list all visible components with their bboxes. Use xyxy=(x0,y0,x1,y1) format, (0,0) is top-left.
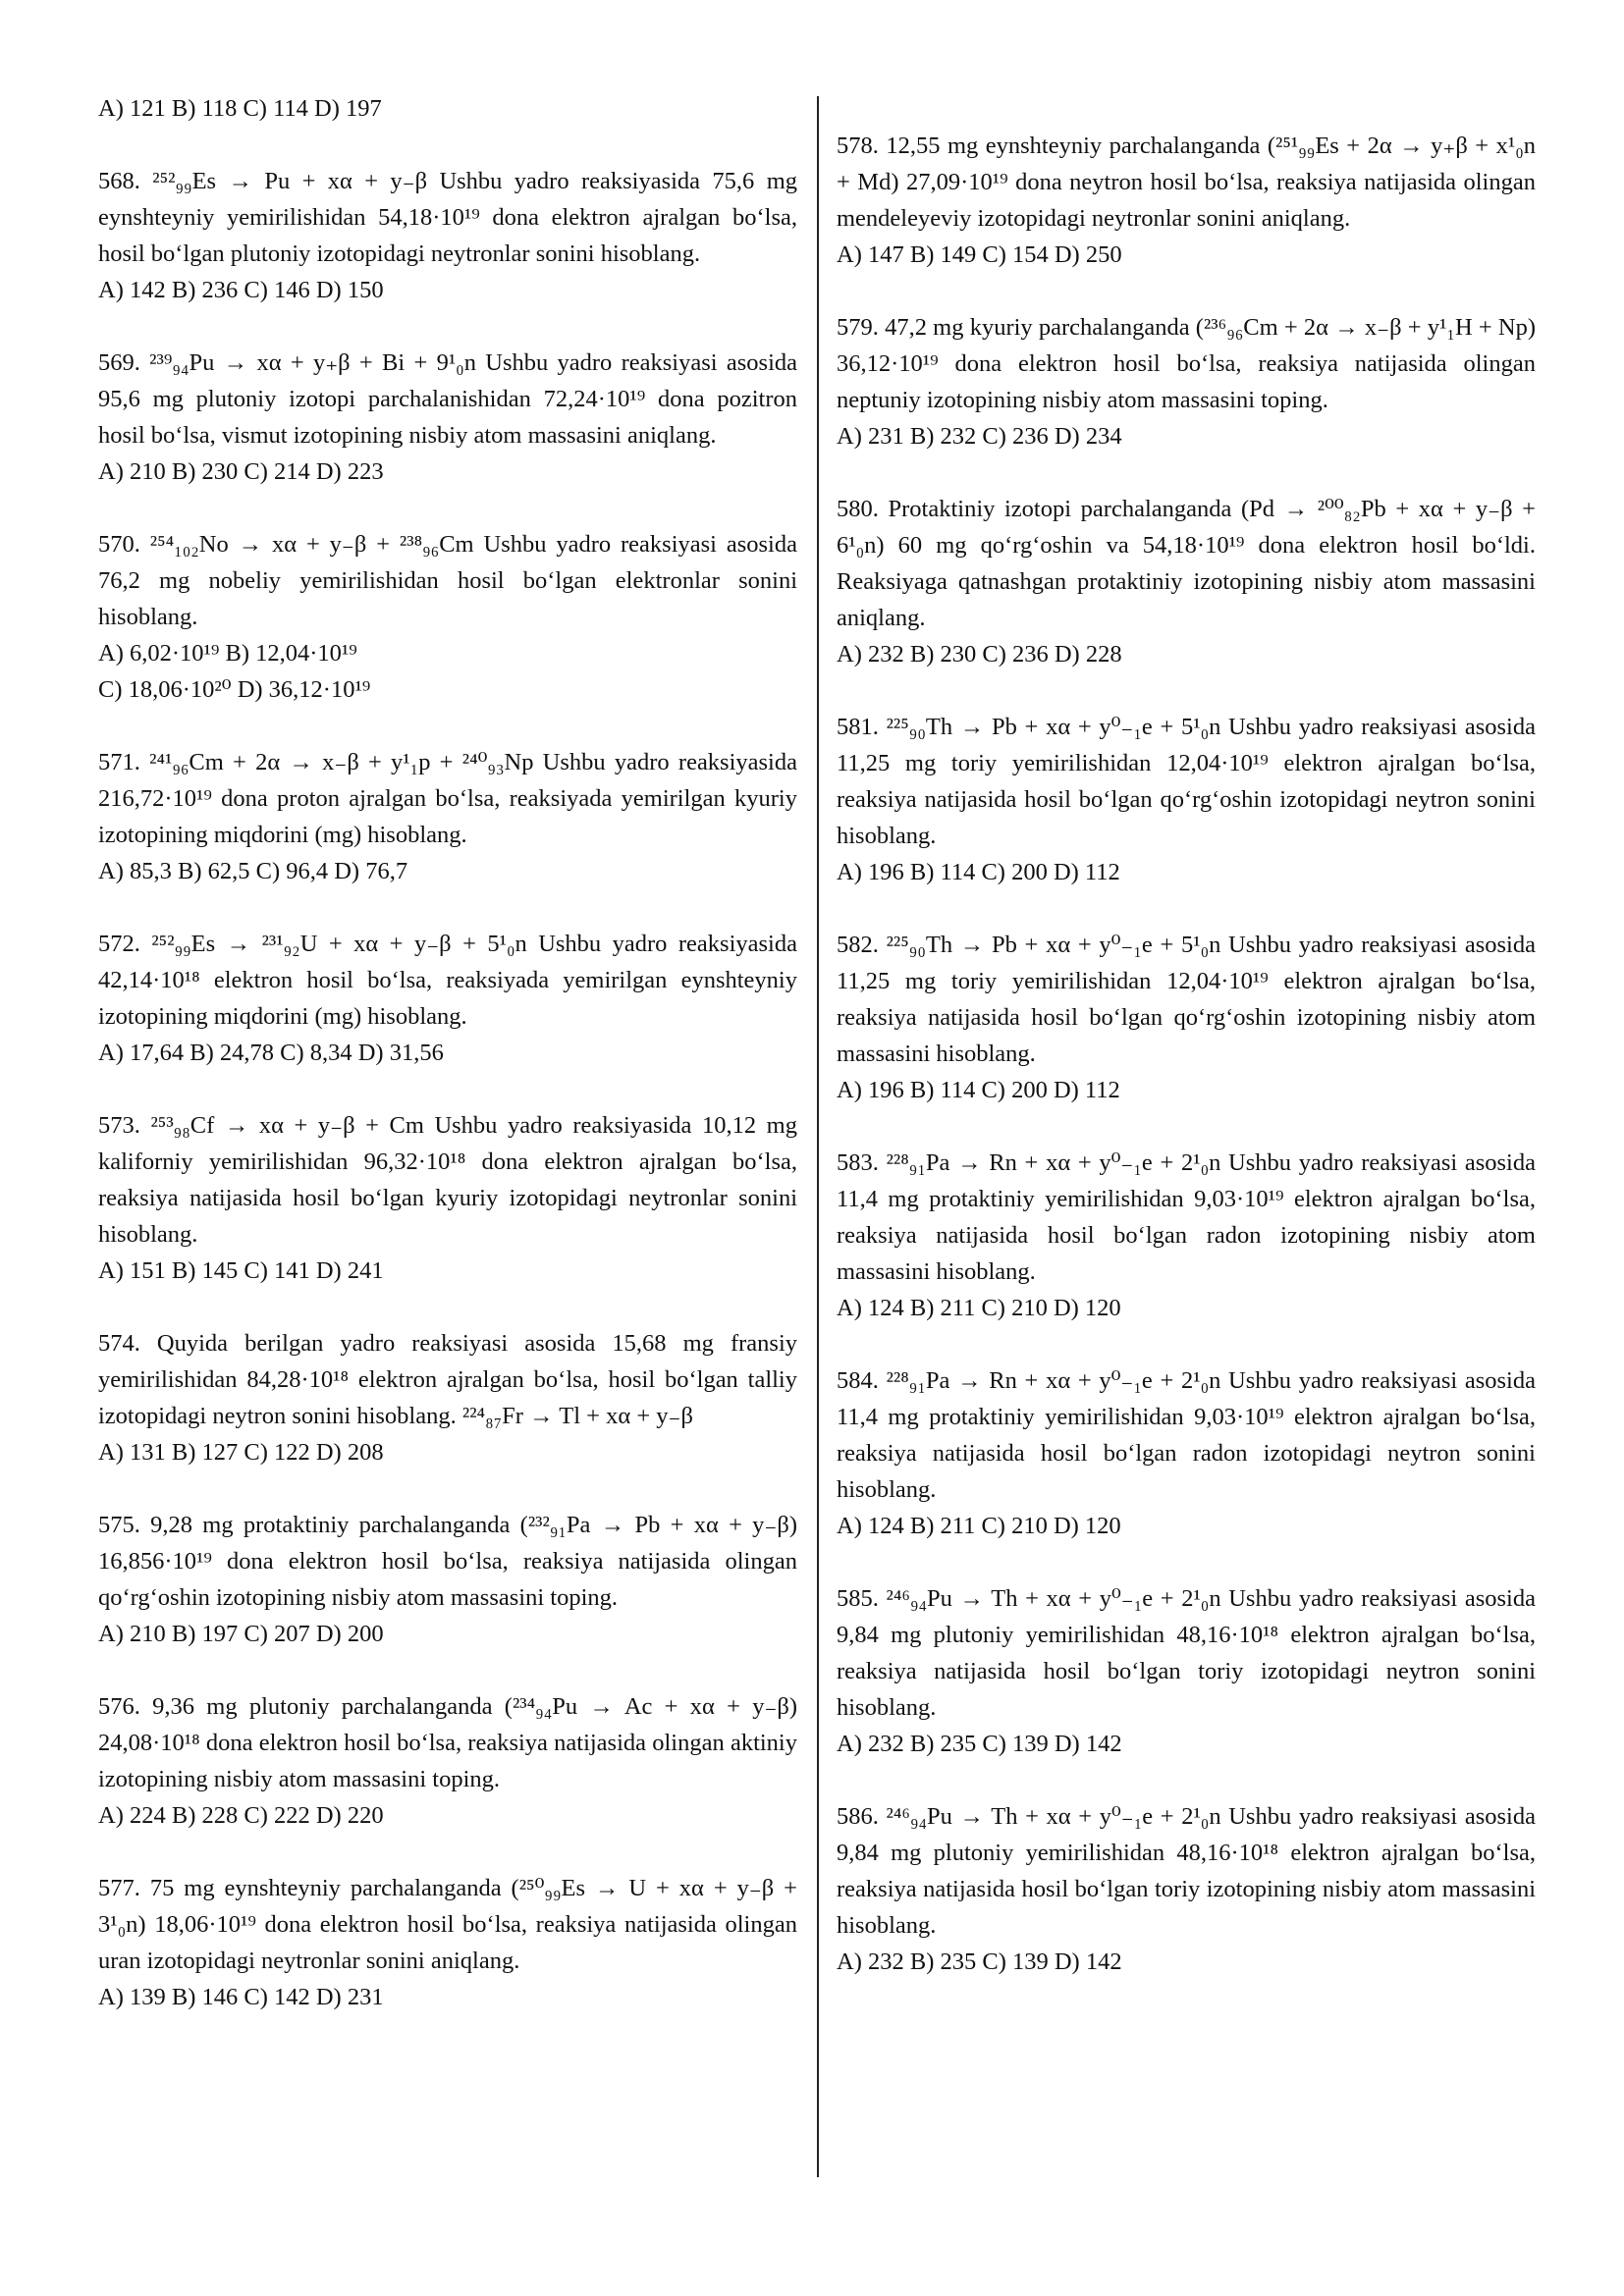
answer-options: A) 231 B) 232 C) 236 D) 234 xyxy=(837,423,1122,450)
answer-options: A) 131 B) 127 C) 122 D) 208 xyxy=(98,1439,384,1466)
answer-options: A) 224 B) 228 C) 222 D) 220 xyxy=(98,1802,384,1829)
question-item xyxy=(98,926,797,1071)
answer-options: C) 18,06·10²⁰ D) 36,12·10¹⁹ xyxy=(98,676,371,703)
question-item xyxy=(837,1798,1536,1980)
question-item xyxy=(98,1688,797,1834)
answer-options: A) 124 B) 211 C) 210 D) 120 xyxy=(837,1295,1121,1321)
answer-options: A) 142 B) 236 C) 146 D) 150 xyxy=(98,277,384,303)
right-question-list xyxy=(837,128,1536,1980)
question-item xyxy=(837,491,1536,672)
question-text: 577. 75 mg eynshteyniy parchalanganda (²⁵⁰₉₉Es → U + xα + y₋β + 3¹₀n) 18,06·10¹⁹ dona elektron hosil bo‘lsa, reaksiya natijasida olingan uran izotopidagi neytronlar sonini aniqlang. xyxy=(98,1875,797,1974)
answer-options: A) 196 B) 114 C) 200 D) 112 xyxy=(837,859,1120,885)
left-column xyxy=(98,90,797,2052)
answer-options: A) 139 B) 146 C) 142 D) 231 xyxy=(98,1984,384,2010)
question-item xyxy=(837,1580,1536,1762)
answer-options: A) 232 B) 235 C) 139 D) 142 xyxy=(837,1949,1122,1975)
question-item xyxy=(98,526,797,708)
question-text: 578. 12,55 mg eynshteyniy parchalanganda (²⁵¹₉₉Es + 2α → y₊β + x¹₀n + Md) 27,09·10¹⁹ dona neytron hosil bo‘lsa, reaksiya natijasida olingan mendeleyeviy izotopidagi neytronlar sonini aniqlang. xyxy=(837,133,1536,232)
question-text: 586. ²⁴⁶₉₄Pu → Th + xα + y⁰₋₁e + 2¹₀n Ushbu yadro reaksiyasi asosida 9,84 mg plutoniy yemirilishidan 48,16·10¹⁸ elektron ajralgan bo‘lsa, reaksiya natijasida hosil bo‘lgan toriy izotopining nisbiy atom massasini hisoblang. xyxy=(837,1803,1536,1939)
answer-options: A) 210 B) 230 C) 214 D) 223 xyxy=(98,458,384,485)
question-text: 584. ²²⁸₉₁Pa → Rn + xα + y⁰₋₁e + 2¹₀n Ushbu yadro reaksiyasi asosida 11,4 mg protaktiniy yemirilishidan 9,03·10¹⁹ elektron ajralgan bo‘lsa, reaksiya natijasida hosil bo‘lgan radon izotopidagi neytron sonini hisoblang. xyxy=(837,1367,1536,1503)
question-item xyxy=(98,1107,797,1289)
question-text: 573. ²⁵³₉₈Cf → xα + y₋β + Cm Ushbu yadro reaksiyasida 10,12 mg kaliforniy yemirilishidan 96,32·10¹⁸ dona elektron ajralgan bo‘lsa, reaksiya natijasida hosil bo‘lgan kyuriy izotopidagi neytronlar sonini hisoblang. xyxy=(98,1112,797,1248)
answer-options: A) 124 B) 211 C) 210 D) 120 xyxy=(837,1513,1121,1539)
answer-options: A) 232 B) 235 C) 139 D) 142 xyxy=(837,1731,1122,1757)
question-item xyxy=(837,309,1536,454)
question-item xyxy=(98,744,797,889)
question-text: 575. 9,28 mg protaktiniy parchalanganda (²³²₉₁Pa → Pb + xα + y₋β) 16,856·10¹⁹ dona elektron hosil bo‘lsa, reaksiya natijasida olingan qo‘rg‘oshin izotopining nisbiy atom massasini toping. xyxy=(98,1512,797,1611)
answer-options: A) 85,3 B) 62,5 C) 96,4 D) 76,7 xyxy=(98,858,408,884)
question-item xyxy=(837,709,1536,890)
question-text: 583. ²²⁸₉₁Pa → Rn + xα + y⁰₋₁e + 2¹₀n Ushbu yadro reaksiyasi asosida 11,4 mg protaktiniy yemirilishidan 9,03·10¹⁹ elektron ajralgan bo‘lsa, reaksiya natijasida hosil bo‘lgan radon izotopining nisbiy atom massasini hisoblang. xyxy=(837,1149,1536,1285)
question-text: 574. Quyida berilgan yadro reaksiyasi asosida 15,68 mg fransiy yemirilishidan 84,28·10¹⁸ elektron ajralgan bo‘lsa, hosil bo‘lgan talliy izotopidagi neytron sonini hisoblang. ²²⁴₈₇Fr → Tl + xα + y₋β xyxy=(98,1330,797,1429)
column-divider xyxy=(817,96,819,2177)
question-item xyxy=(837,128,1536,273)
right-column xyxy=(837,128,1536,2016)
answer-options: A) 210 B) 197 C) 207 D) 200 xyxy=(98,1621,384,1647)
question-text: 571. ²⁴¹₉₆Cm + 2α → x₋β + y¹₁p + ²⁴⁰₉₃Np Ushbu yadro reaksiyasida 216,72·10¹⁹ dona proton ajralgan bo‘lsa, reaksiyada yemirilgan kyuriy izotopining miqdorini (mg) hisoblang. xyxy=(98,749,797,848)
previous-question-answers: A) 121 B) 118 C) 114 D) 197 xyxy=(98,95,382,122)
question-text: 582. ²²⁵₉₀Th → Pb + xα + y⁰₋₁e + 5¹₀n Ushbu yadro reaksiyasi asosida 11,25 mg toriy yemirilishidan 12,04·10¹⁹ elektron ajralgan bo‘lsa, reaksiya natijasida hosil bo‘lgan qo‘rg‘oshin izotopining nisbiy atom massasini hisoblang. xyxy=(837,932,1536,1067)
answer-options: A) 147 B) 149 C) 154 D) 250 xyxy=(837,241,1122,268)
question-item xyxy=(837,1362,1536,1544)
question-item xyxy=(837,1145,1536,1326)
left-question-list xyxy=(98,163,797,2015)
question-text: 570. ²⁵⁴₁₀₂No → xα + y₋β + ²³⁸₉₆Cm Ushbu yadro reaksiyasi asosida 76,2 mg nobeliy yemirilishidan hosil bo‘lgan elektronlar sonini hisoblang. xyxy=(98,531,797,630)
question-item xyxy=(98,1870,797,2015)
question-item xyxy=(98,345,797,490)
answer-options: A) 6,02·10¹⁹ B) 12,04·10¹⁹ xyxy=(98,640,357,667)
question-text: 576. 9,36 mg plutoniy parchalanganda (²³⁴₉₄Pu → Ac + xα + y₋β) 24,08·10¹⁸ dona elektron hosil bo‘lsa, reaksiya natijasida olingan aktiniy izotopining nisbiy atom massasini toping. xyxy=(98,1693,797,1792)
answer-options: A) 17,64 B) 24,78 C) 8,34 D) 31,56 xyxy=(98,1040,444,1066)
question-text: 580. Protaktiniy izotopi parchalanganda (Pd → ²⁰⁰₈₂Pb + xα + y₋β + 6¹₀n) 60 mg qo‘rg‘oshin va 54,18·10¹⁹ dona elektron hosil bo‘ldi. Reaksiyaga qatnashgan protaktiniy izotopining nisbiy atom massasini aniqlang. xyxy=(837,496,1536,631)
question-text: 579. 47,2 mg kyuriy parchalanganda (²³⁶₉₆Cm + 2α → x₋β + y¹₁H + Np) 36,12·10¹⁹ dona elektron hosil bo‘lsa, reaksiya natijasida olingan neptuniy izotopining nisbiy atom massasini toping. xyxy=(837,314,1536,413)
question-text: 585. ²⁴⁶₉₄Pu → Th + xα + y⁰₋₁e + 2¹₀n Ushbu yadro reaksiyasi asosida 9,84 mg plutoniy yemirilishidan 48,16·10¹⁸ elektron ajralgan bo‘lsa, reaksiya natijasida hosil bo‘lgan toriy izotopidagi neytron sonini hisoblang. xyxy=(837,1585,1536,1721)
answer-options: A) 232 B) 230 C) 236 D) 228 xyxy=(837,641,1122,667)
question-item xyxy=(98,163,797,308)
question-text: 569. ²³⁹₉₄Pu → xα + y₊β + Bi + 9¹₀n Ushbu yadro reaksiyasi asosida 95,6 mg plutoniy izotopi parchalanishidan 72,24·10¹⁹ dona pozitron hosil bo‘lsa, vismut izotopining nisbiy atom massasini aniqlang. xyxy=(98,349,797,449)
question-text: 581. ²²⁵₉₀Th → Pb + xα + y⁰₋₁e + 5¹₀n Ushbu yadro reaksiyasi asosida 11,25 mg toriy yemirilishidan 12,04·10¹⁹ elektron ajralgan bo‘lsa, reaksiya natijasida hosil bo‘lgan qo‘rg‘oshin izotopidagi neytron sonini hisoblang. xyxy=(837,714,1536,849)
question-item xyxy=(98,1507,797,1652)
answer-options: A) 196 B) 114 C) 200 D) 112 xyxy=(837,1077,1120,1103)
question-text: 572. ²⁵²₉₉Es → ²³¹₉₂U + xα + y₋β + 5¹₀n Ushbu yadro reaksiyasida 42,14·10¹⁸ elektron hosil bo‘lsa, reaksiyada yemirilgan eynshteyniy izotopining miqdorini (mg) hisoblang. xyxy=(98,931,797,1030)
question-item xyxy=(98,1325,797,1470)
question-text: 568. ²⁵²₉₉Es → Pu + xα + y₋β Ushbu yadro reaksiyasida 75,6 mg eynshteyniy yemirilishidan 54,18·10¹⁹ dona elektron ajralgan bo‘lsa, hosil bo‘lgan plutoniy izotopidagi neytronlar sonini hisoblang. xyxy=(98,168,797,267)
answer-options: A) 151 B) 145 C) 141 D) 241 xyxy=(98,1257,384,1284)
question-item xyxy=(837,927,1536,1108)
